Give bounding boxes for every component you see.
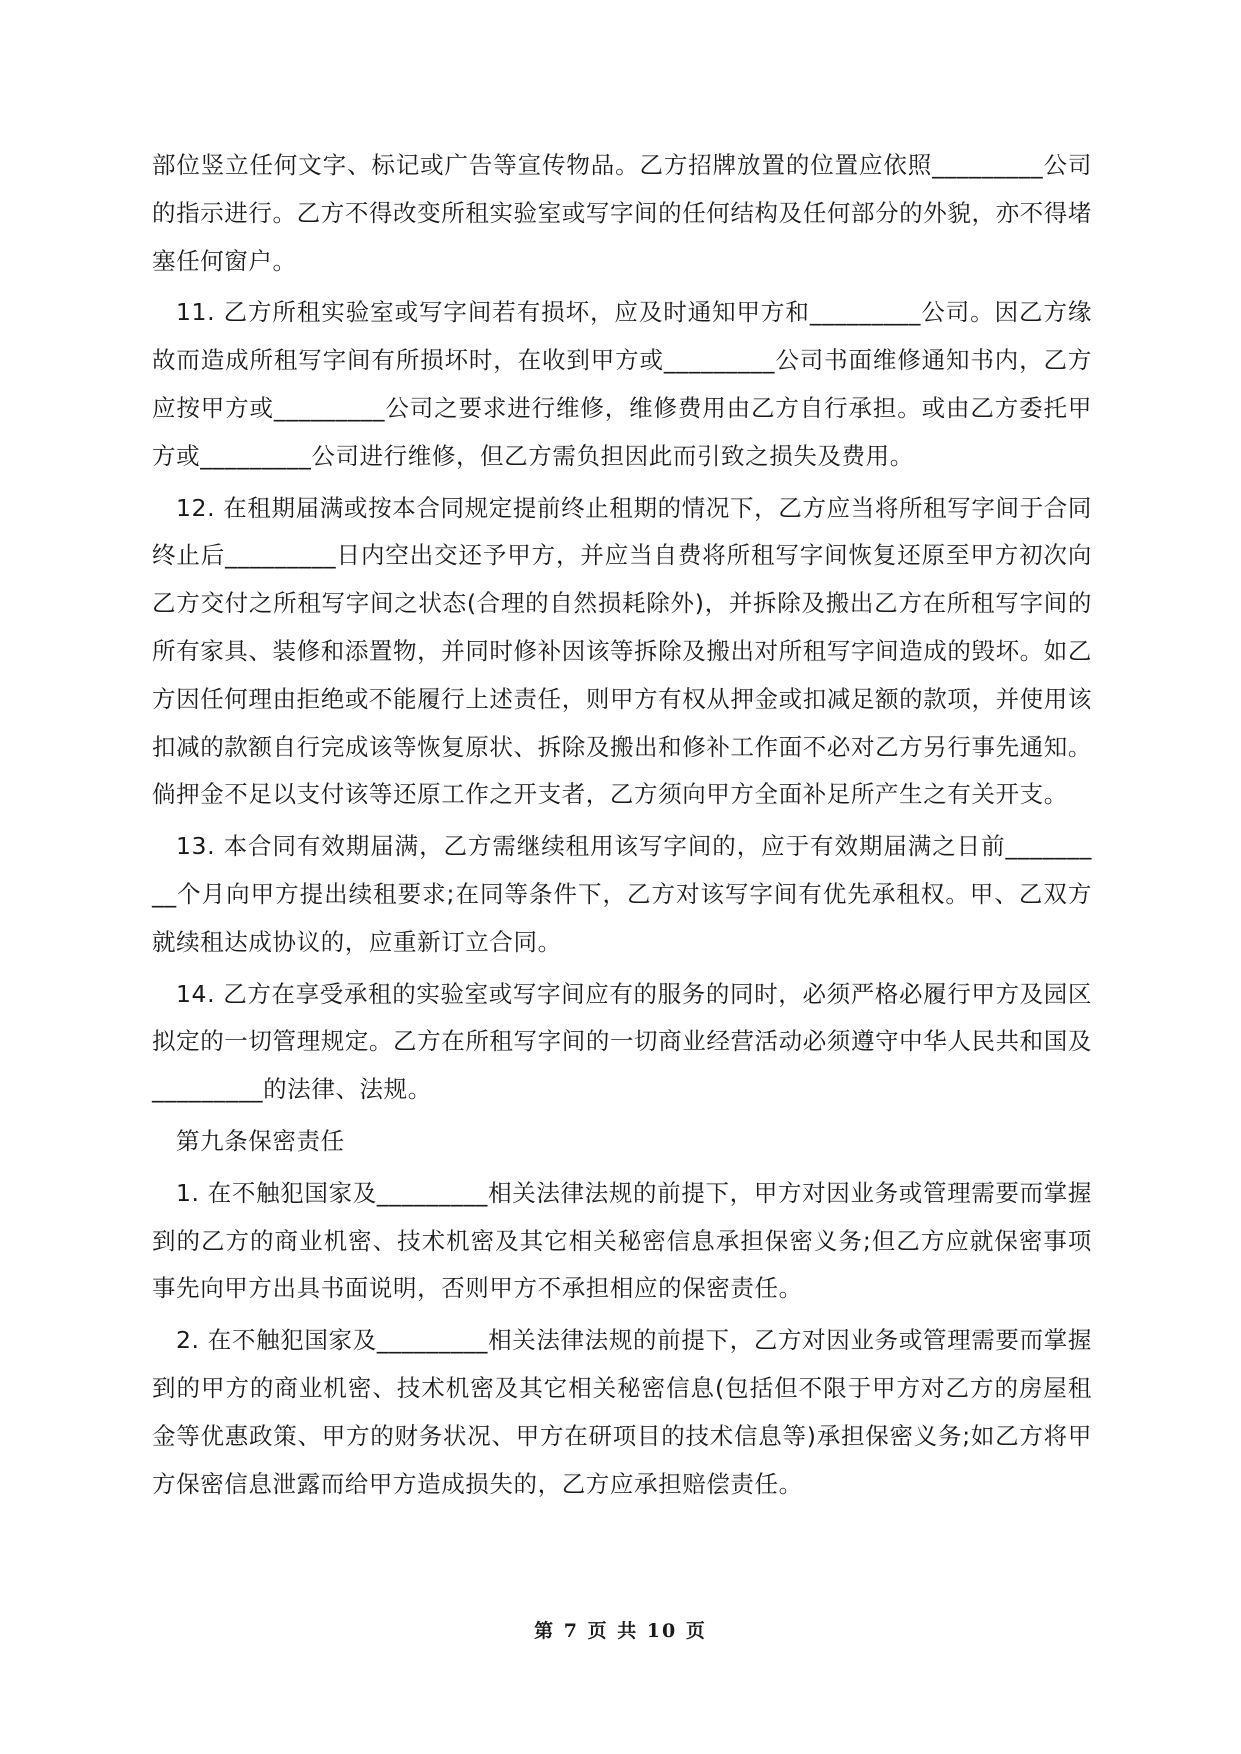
page-number-footer: 第 7 页 共 10 页 [534,1620,707,1642]
document-body [152,142,1092,1512]
clause-14: 14. 乙方在享受承租的实验室或写字间应有的服务的同时，必须严格必履行甲方及园区拟定的一切管理规定。乙方在所租写字间的一切商业经营活动必须遵守中华人民共和国及_________的法律、法规。 [152,979,1092,1104]
confidentiality-clause-1: 1. 在不触犯国家及_________相关法律法规的前提下，甲方对因业务或管理需要而掌握到的乙方的商业机密、技术机密及其它相关秘密信息承担保密义务;但乙方应就保密事项事先向甲方出具书面说明，否则甲方不承担相应的保密责任。 [152,1178,1092,1303]
clause-13: 13. 本合同有效期届满，乙方需继续租用该写字间的，应于有效期届满之日前_________个月向甲方提出续租要求;在同等条件下，乙方对该写字间有优先承租权。甲、乙双方就续租达成协议的，应重新订立合同。 [152,832,1092,956]
clause-12: 12. 在租期届满或按本合同规定提前终止租期的情况下，乙方应当将所租写字间于合同终止后_________日内空出交还予甲方，并应当自费将所租写字间恢复还原至甲方初次向乙方交付之所租写字间之状态(合理的自然损耗除外)，并拆除及搬出乙方在所租写字间的所有家具、装修和添置物，并同时修补因该等拆除及搬出对所租写字间造成的毁坏。如乙方因任何理由拒绝或不能履行上述责任，则甲方有权从押金或扣减足额的款项，并使用该扣减的款额自行完成该等恢复原状、拆除及搬出和修补工作面不必对乙方另行事先通知。倘押金不足以支付该等还原工作之开支者，乙方须向甲方全面补足所产生之有关开支。 [152,493,1092,809]
paragraph-continuation: 部位竖立任何文字、标记或广告等宣传物品。乙方招牌放置的位置应依照_________公司的指示进行。乙方不得改变所租实验室或写字间的任何结构及任何部分的外貌，亦不得堵塞任何窗户。 [152,151,1092,275]
clause-11: 11. 乙方所租实验室或写字间若有损坏，应及时通知甲方和_________公司。因乙方缘故而造成所租写字间有所损坏时，在收到甲方或_________公司书面维修通知书内，乙方应按甲方或_________公司之要求进行维修，维修费用由乙方自行承担。或由乙方委托甲方或_________公司进行维修，但乙方需负担因此而引致之损失及费用。 [152,298,1092,470]
section-heading: 第九条保密责任 [176,1126,345,1155]
confidentiality-clause-2: 2. 在不触犯国家及_________相关法律法规的前提下，乙方对因业务或管理需要而掌握到的甲方的商业机密、技术机密及其它相关秘密信息(包括但不限于甲方对乙方的房屋租金等优惠政策、甲方的财务状况、甲方在研项目的技术信息等)承担保密义务;如乙方将甲方保密信息泄露而给甲方造成损失的，乙方应承担赔偿责任。 [152,1326,1092,1498]
